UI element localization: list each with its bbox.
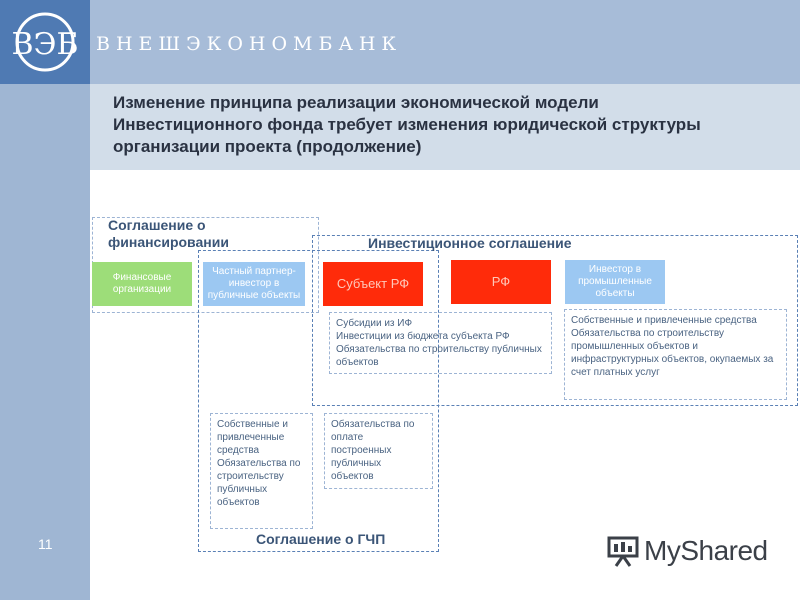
- presentation-board-icon: [606, 534, 640, 568]
- industrial-investor-box: Инвестор в промышленные объекты: [565, 260, 665, 304]
- bank-name: ВНЕШЭКОНОМБАНК: [96, 33, 403, 55]
- ppp-agreement-label: Соглашение о ГЧП: [256, 531, 386, 547]
- left-rail: [0, 0, 90, 600]
- page-number: 11: [38, 536, 53, 552]
- veb-logo-icon: [0, 0, 90, 84]
- subsidies-note: Субсидии из ИФ Инвестиции из бюджета субъекта РФ Обязательства по строительству публичных объектов: [329, 312, 552, 374]
- private-partner-box: Частный партнер-инвестор в публичные объекты: [203, 262, 305, 306]
- financial-organizations-box: Финансовые организации: [92, 262, 192, 306]
- industrial-funds-note: Собственные и привлеченные средства Обязательства по строительству промышленных объектов и инфраструктурных объектов, окупаемых за счет платных услуг: [564, 309, 787, 400]
- bank-logo: [0, 0, 90, 84]
- slide-title: Изменение принципа реализации экономической модели Инвестиционного фонда требует изменения юридической структуры организации проекта (продолжение): [113, 93, 701, 156]
- watermark-text: MyShared: [644, 535, 768, 566]
- payment-obligations-note: Обязательства по оплате построенных публичных объектов: [324, 413, 433, 489]
- financing-agreement-label: Соглашение о финансировании: [108, 217, 229, 250]
- logo-letters: ВЭБ: [11, 27, 79, 62]
- subject-rf-box: Субъект РФ: [323, 262, 423, 306]
- investment-agreement-label: Инвестиционное соглашение: [368, 235, 572, 251]
- private-funds-note: Собственные и привлеченные средства Обязательства по строительству публичных объектов: [210, 413, 313, 529]
- rf-box: РФ: [451, 260, 551, 304]
- watermark: [606, 534, 768, 568]
